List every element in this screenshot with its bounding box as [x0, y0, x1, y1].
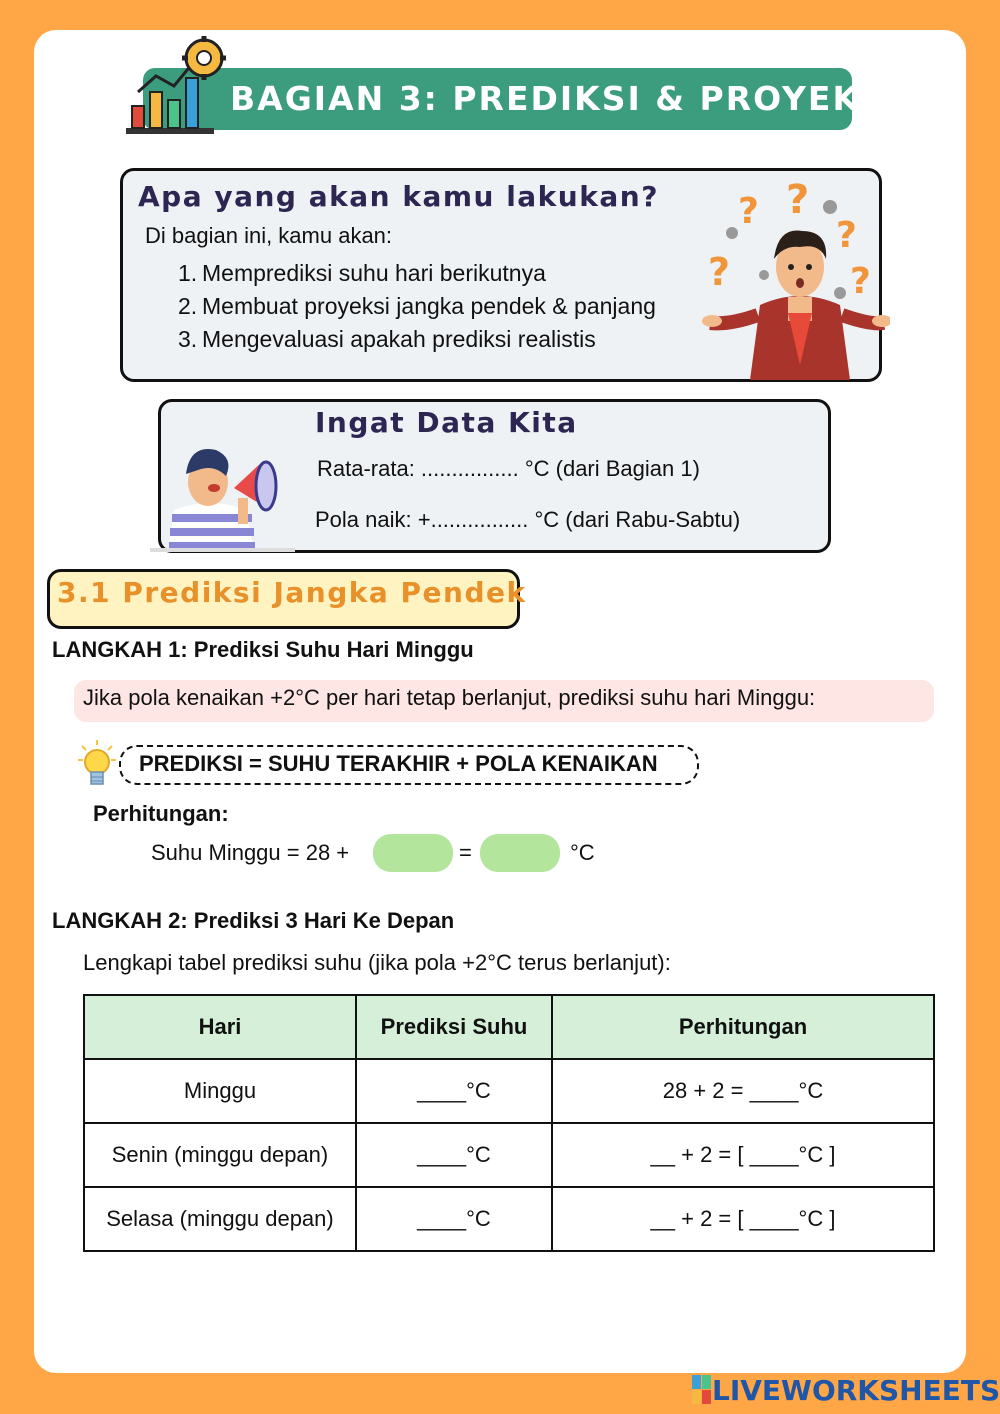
- cell-prediction-blank[interactable]: ____°C: [356, 1123, 552, 1187]
- cell-day: Minggu: [84, 1059, 356, 1123]
- step1-prompt: Jika pola kenaikan +2°C per hari tetap berlanjut, prediksi suhu hari Minggu:: [83, 685, 816, 710]
- list-item: 2. Membuat proyeksi jangka pendek & panjang: [178, 293, 656, 319]
- step2-title: LANGKAH 2: Prediksi 3 Hari Ke Depan: [52, 908, 455, 933]
- header-calculation: Perhitungan: [552, 995, 934, 1059]
- svg-text:?: ?: [786, 177, 810, 223]
- pattern-line: Pola naik: +................ °C (dari Rabu-Sabtu): [315, 507, 741, 532]
- list-item: 3. Mengevaluasi apakah prediksi realistis: [178, 326, 596, 352]
- brand-text: LIVEWORKSHEETS: [712, 1373, 1000, 1407]
- header-prediction: Prediksi Suhu: [356, 995, 552, 1059]
- calculation-prefix: Suhu Minggu = 28 +: [151, 840, 350, 865]
- lightbulb-icon: [78, 740, 116, 790]
- prediction-table: [83, 994, 935, 1252]
- cell-calculation-blank[interactable]: 28 + 2 = ____°C: [552, 1059, 934, 1123]
- cell-day: Senin (minggu depan): [84, 1123, 356, 1187]
- svg-text:?: ?: [708, 250, 731, 294]
- unit-label: °C: [570, 840, 595, 865]
- calculation-label: Perhitungan:: [93, 801, 229, 826]
- table-header-row: [84, 995, 934, 1059]
- step1-title: LANGKAH 1: Prediksi Suhu Hari Minggu: [52, 637, 474, 662]
- intro-heading: Apa yang akan kamu lakukan?: [138, 180, 659, 213]
- confused-person-illustration: [700, 175, 890, 380]
- list-item: 1. Memprediksi suhu hari berikutnya: [178, 260, 546, 286]
- data-heading: Ingat Data Kita: [315, 406, 578, 439]
- cell-calculation-blank[interactable]: __ + 2 = [ ____°C ]: [552, 1187, 934, 1251]
- page-title: BAGIAN 3: PREDIKSI & PROYEKSI: [230, 79, 901, 118]
- svg-text:?: ?: [850, 261, 871, 302]
- header-day: Hari: [84, 995, 356, 1059]
- sunday-temperature-input[interactable]: [480, 834, 560, 872]
- svg-text:?: ?: [836, 215, 857, 256]
- increment-answer-input[interactable]: [373, 834, 453, 872]
- table-row: [84, 1187, 934, 1251]
- megaphone-person-illustration: [150, 440, 295, 552]
- average-line: Rata-rata: ................ °C (dari Bagian 1): [317, 456, 700, 481]
- table-row: [84, 1059, 934, 1123]
- cell-prediction-blank[interactable]: ____°C: [356, 1187, 552, 1251]
- task-list: [178, 260, 656, 359]
- liveworksheets-logo: [692, 1374, 1000, 1406]
- step2-instruction: Lengkapi tabel prediksi suhu (jika pola +2°C terus berlanjut):: [83, 950, 671, 975]
- section-title: 3.1 Prediksi Jangka Pendek: [57, 576, 527, 609]
- formula-text: PREDIKSI = SUHU TERAKHIR + POLA KENAIKAN: [139, 751, 658, 776]
- intro-lead: Di bagian ini, kamu akan:: [145, 223, 393, 248]
- cell-prediction-blank[interactable]: ____°C: [356, 1059, 552, 1123]
- chart-gear-icon: [120, 36, 232, 142]
- cell-day: Selasa (minggu depan): [84, 1187, 356, 1251]
- svg-text:?: ?: [738, 191, 759, 232]
- liveworksheets-mark-icon: [692, 1375, 712, 1405]
- cell-calculation-blank[interactable]: __ + 2 = [ ____°C ]: [552, 1123, 934, 1187]
- table-row: [84, 1123, 934, 1187]
- equals-sign: =: [459, 840, 472, 865]
